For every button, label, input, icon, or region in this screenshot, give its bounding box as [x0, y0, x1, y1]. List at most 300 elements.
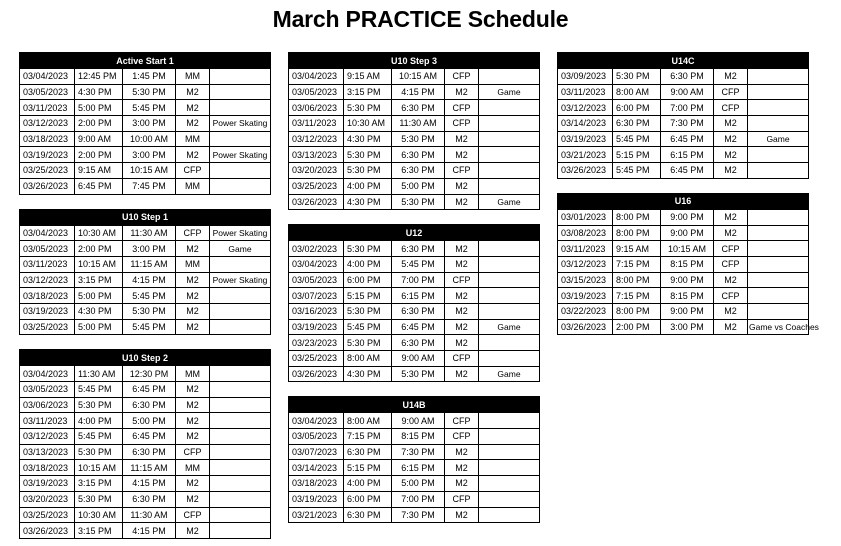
end-time-cell: 5:45 PM [123, 288, 176, 304]
note-cell: Game [479, 366, 540, 382]
schedule-table [19, 349, 271, 539]
start-time-cell: 5:00 PM [75, 288, 123, 304]
note-cell [479, 429, 540, 445]
date-cell: 03/11/2023 [20, 256, 75, 272]
table-spacer [19, 195, 271, 209]
start-time-cell: 2:00 PM [613, 319, 661, 335]
location-cell: M2 [714, 225, 748, 241]
note-cell [479, 100, 540, 116]
date-cell: 03/04/2023 [289, 413, 344, 429]
date-cell: 03/19/2023 [558, 288, 613, 304]
table-row [558, 163, 809, 179]
end-time-cell: 3:00 PM [123, 241, 176, 257]
table-row [558, 209, 809, 225]
table-spacer [557, 179, 809, 193]
date-cell: 03/16/2023 [289, 303, 344, 319]
date-cell: 03/04/2023 [289, 256, 344, 272]
location-cell: M2 [445, 460, 479, 476]
date-cell: 03/15/2023 [558, 272, 613, 288]
date-cell: 03/18/2023 [20, 131, 75, 147]
note-cell [479, 256, 540, 272]
end-time-cell: 12:30 PM [123, 366, 176, 382]
end-time-cell: 6:30 PM [392, 100, 445, 116]
note-cell [479, 272, 540, 288]
table-row [20, 382, 271, 398]
end-time-cell: 6:15 PM [661, 147, 714, 163]
start-time-cell: 10:15 AM [75, 256, 123, 272]
table-row [20, 147, 271, 163]
table-row [558, 319, 809, 335]
note-cell [479, 69, 540, 85]
end-time-cell: 6:45 PM [123, 382, 176, 398]
end-time-cell: 11:15 AM [123, 256, 176, 272]
location-cell: M2 [176, 476, 210, 492]
note-cell [210, 444, 271, 460]
end-time-cell: 9:00 AM [661, 84, 714, 100]
start-time-cell: 5:45 PM [613, 131, 661, 147]
start-time-cell: 3:15 PM [75, 523, 123, 539]
end-time-cell: 5:00 PM [123, 413, 176, 429]
table-row [289, 319, 540, 335]
team-header: U10 Step 2 [20, 350, 271, 366]
table-row [289, 351, 540, 367]
date-cell: 03/26/2023 [558, 319, 613, 335]
note-cell [748, 84, 809, 100]
schedule-table [288, 224, 540, 382]
location-cell: MM [176, 178, 210, 194]
note-cell [210, 460, 271, 476]
end-time-cell: 6:30 PM [661, 69, 714, 85]
table-row [558, 241, 809, 257]
table-row [20, 225, 271, 241]
note-cell [479, 131, 540, 147]
note-cell: Power Skating [210, 147, 271, 163]
location-cell: M2 [714, 163, 748, 179]
date-cell: 03/11/2023 [558, 241, 613, 257]
table-row [20, 444, 271, 460]
date-cell: 03/20/2023 [289, 163, 344, 179]
location-cell: M2 [176, 319, 210, 335]
end-time-cell: 3:00 PM [661, 319, 714, 335]
date-cell: 03/09/2023 [558, 69, 613, 85]
end-time-cell: 9:00 AM [392, 413, 445, 429]
note-cell [479, 163, 540, 179]
table-row [20, 100, 271, 116]
table-row [289, 147, 540, 163]
date-cell: 03/19/2023 [558, 131, 613, 147]
location-cell: M2 [714, 147, 748, 163]
start-time-cell: 8:00 PM [613, 225, 661, 241]
end-time-cell: 9:00 PM [661, 303, 714, 319]
table-row [289, 272, 540, 288]
date-cell: 03/26/2023 [289, 366, 344, 382]
note-cell [210, 476, 271, 492]
start-time-cell: 8:00 PM [613, 209, 661, 225]
table-row [20, 429, 271, 445]
start-time-cell: 5:15 PM [344, 288, 392, 304]
note-cell [210, 303, 271, 319]
note-cell [479, 460, 540, 476]
table-row [558, 131, 809, 147]
note-cell [479, 476, 540, 492]
table-row [558, 100, 809, 116]
date-cell: 03/21/2023 [558, 147, 613, 163]
schedule-table [19, 52, 271, 195]
note-cell [210, 256, 271, 272]
table-row [289, 288, 540, 304]
date-cell: 03/23/2023 [289, 335, 344, 351]
schedule-column-3 [557, 52, 819, 335]
table-spacer [19, 335, 271, 349]
location-cell: CFP [445, 413, 479, 429]
date-cell: 03/18/2023 [20, 460, 75, 476]
note-cell: Game [479, 319, 540, 335]
table-row [289, 476, 540, 492]
date-cell: 03/11/2023 [289, 116, 344, 132]
date-cell: 03/05/2023 [289, 429, 344, 445]
date-cell: 03/21/2023 [289, 507, 344, 523]
start-time-cell: 5:45 PM [75, 382, 123, 398]
start-time-cell: 5:30 PM [344, 335, 392, 351]
note-cell [479, 491, 540, 507]
location-cell: CFP [445, 491, 479, 507]
schedule-table [288, 52, 540, 210]
end-time-cell: 6:30 PM [392, 163, 445, 179]
page-title: March PRACTICE Schedule [272, 6, 569, 32]
start-time-cell: 9:15 AM [75, 163, 123, 179]
start-time-cell: 5:30 PM [75, 491, 123, 507]
note-cell [210, 131, 271, 147]
date-cell: 03/06/2023 [20, 397, 75, 413]
date-cell: 03/12/2023 [558, 256, 613, 272]
note-cell: Game [210, 241, 271, 257]
location-cell: M2 [714, 131, 748, 147]
table-row [289, 507, 540, 523]
start-time-cell: 5:15 PM [344, 460, 392, 476]
note-cell [479, 178, 540, 194]
team-header: U16 [558, 193, 809, 209]
table-row [20, 319, 271, 335]
note-cell [748, 69, 809, 85]
note-cell [210, 100, 271, 116]
location-cell: CFP [176, 444, 210, 460]
start-time-cell: 12:45 PM [75, 69, 123, 85]
location-cell: CFP [714, 288, 748, 304]
end-time-cell: 11:15 AM [123, 460, 176, 476]
end-time-cell: 5:45 PM [123, 100, 176, 116]
note-cell [210, 382, 271, 398]
end-time-cell: 8:15 PM [661, 256, 714, 272]
note-cell [479, 413, 540, 429]
date-cell: 03/04/2023 [20, 366, 75, 382]
location-cell: M2 [445, 147, 479, 163]
start-time-cell: 5:45 PM [344, 319, 392, 335]
location-cell: M2 [176, 241, 210, 257]
end-time-cell: 9:00 AM [392, 351, 445, 367]
location-cell: M2 [176, 147, 210, 163]
location-cell: M2 [445, 178, 479, 194]
date-cell: 03/13/2023 [289, 147, 344, 163]
table-row [20, 460, 271, 476]
end-time-cell: 6:15 PM [392, 460, 445, 476]
location-cell: M2 [445, 335, 479, 351]
date-cell: 03/22/2023 [558, 303, 613, 319]
table-row [289, 413, 540, 429]
table-row [289, 194, 540, 210]
end-time-cell: 7:00 PM [392, 491, 445, 507]
start-time-cell: 6:00 PM [344, 272, 392, 288]
table-row [558, 225, 809, 241]
note-cell [748, 209, 809, 225]
location-cell: CFP [445, 272, 479, 288]
location-cell: M2 [445, 303, 479, 319]
end-time-cell: 3:00 PM [123, 147, 176, 163]
end-time-cell: 7:30 PM [661, 116, 714, 132]
start-time-cell: 2:00 PM [75, 116, 123, 132]
date-cell: 03/08/2023 [558, 225, 613, 241]
table-row [20, 163, 271, 179]
note-cell: Game [479, 84, 540, 100]
location-cell: MM [176, 256, 210, 272]
end-time-cell: 4:15 PM [392, 84, 445, 100]
note-cell [210, 491, 271, 507]
end-time-cell: 6:30 PM [392, 335, 445, 351]
location-cell: M2 [445, 444, 479, 460]
date-cell: 03/14/2023 [558, 116, 613, 132]
end-time-cell: 8:15 PM [392, 429, 445, 445]
table-row [289, 366, 540, 382]
table-row [558, 303, 809, 319]
end-time-cell: 4:15 PM [123, 272, 176, 288]
start-time-cell: 3:15 PM [344, 84, 392, 100]
note-cell [210, 507, 271, 523]
schedule-table [288, 396, 540, 523]
start-time-cell: 5:30 PM [344, 241, 392, 257]
table-row [20, 303, 271, 319]
location-cell: CFP [445, 351, 479, 367]
start-time-cell: 9:15 AM [344, 69, 392, 85]
start-time-cell: 5:45 PM [75, 429, 123, 445]
date-cell: 03/25/2023 [20, 507, 75, 523]
date-cell: 03/01/2023 [558, 209, 613, 225]
end-time-cell: 11:30 AM [392, 116, 445, 132]
location-cell: M2 [176, 303, 210, 319]
end-time-cell: 6:30 PM [392, 303, 445, 319]
table-row [20, 476, 271, 492]
date-cell: 03/11/2023 [558, 84, 613, 100]
start-time-cell: 5:30 PM [344, 163, 392, 179]
note-cell: Game vs Coaches [748, 319, 809, 335]
start-time-cell: 6:00 PM [613, 100, 661, 116]
end-time-cell: 9:00 PM [661, 225, 714, 241]
location-cell: MM [176, 460, 210, 476]
date-cell: 03/06/2023 [289, 100, 344, 116]
end-time-cell: 5:30 PM [392, 366, 445, 382]
note-cell [479, 116, 540, 132]
start-time-cell: 5:30 PM [75, 444, 123, 460]
end-time-cell: 10:00 AM [123, 131, 176, 147]
location-cell: M2 [714, 272, 748, 288]
location-cell: CFP [445, 100, 479, 116]
end-time-cell: 6:30 PM [123, 397, 176, 413]
start-time-cell: 8:00 AM [613, 84, 661, 100]
start-time-cell: 8:00 PM [613, 303, 661, 319]
start-time-cell: 8:00 AM [344, 351, 392, 367]
date-cell: 03/04/2023 [20, 225, 75, 241]
date-cell: 03/12/2023 [558, 100, 613, 116]
note-cell [479, 288, 540, 304]
location-cell: CFP [445, 429, 479, 445]
table-row [289, 84, 540, 100]
end-time-cell: 5:30 PM [123, 84, 176, 100]
team-header: Active Start 1 [20, 53, 271, 69]
note-cell [210, 163, 271, 179]
start-time-cell: 4:30 PM [344, 366, 392, 382]
start-time-cell: 6:30 PM [344, 444, 392, 460]
location-cell: MM [176, 131, 210, 147]
table-row [558, 256, 809, 272]
location-cell: CFP [445, 163, 479, 179]
schedule-table [19, 209, 271, 336]
note-cell [210, 69, 271, 85]
team-header: U14B [289, 397, 540, 413]
note-cell [479, 444, 540, 460]
table-row [20, 241, 271, 257]
table-row [20, 288, 271, 304]
start-time-cell: 11:30 AM [75, 366, 123, 382]
end-time-cell: 10:15 AM [123, 163, 176, 179]
end-time-cell: 11:30 AM [123, 225, 176, 241]
start-time-cell: 2:00 PM [75, 147, 123, 163]
table-row [289, 241, 540, 257]
table-row [289, 69, 540, 85]
note-cell [210, 429, 271, 445]
end-time-cell: 6:30 PM [123, 491, 176, 507]
location-cell: CFP [714, 256, 748, 272]
note-cell: Power Skating [210, 116, 271, 132]
location-cell: M2 [445, 241, 479, 257]
date-cell: 03/26/2023 [20, 523, 75, 539]
note-cell: Game [748, 131, 809, 147]
schedule-table [557, 52, 809, 179]
end-time-cell: 4:15 PM [123, 476, 176, 492]
location-cell: M2 [176, 397, 210, 413]
date-cell: 03/04/2023 [289, 69, 344, 85]
end-time-cell: 10:15 AM [392, 69, 445, 85]
location-cell: MM [176, 69, 210, 85]
end-time-cell: 5:30 PM [392, 194, 445, 210]
end-time-cell: 9:00 PM [661, 209, 714, 225]
location-cell: M2 [445, 84, 479, 100]
table-row [558, 272, 809, 288]
location-cell: MM [176, 366, 210, 382]
table-row [20, 491, 271, 507]
table-row [289, 100, 540, 116]
start-time-cell: 5:30 PM [75, 397, 123, 413]
start-time-cell: 8:00 PM [613, 272, 661, 288]
location-cell: CFP [176, 507, 210, 523]
location-cell: M2 [176, 288, 210, 304]
team-header: U14C [558, 53, 809, 69]
location-cell: M2 [176, 84, 210, 100]
location-cell: M2 [176, 491, 210, 507]
start-time-cell: 4:30 PM [75, 84, 123, 100]
note-cell [479, 241, 540, 257]
end-time-cell: 6:30 PM [123, 444, 176, 460]
date-cell: 03/26/2023 [20, 178, 75, 194]
start-time-cell: 4:30 PM [75, 303, 123, 319]
start-time-cell: 5:15 PM [613, 147, 661, 163]
date-cell: 03/04/2023 [20, 69, 75, 85]
end-time-cell: 5:00 PM [392, 476, 445, 492]
location-cell: M2 [176, 116, 210, 132]
date-cell: 03/12/2023 [20, 429, 75, 445]
end-time-cell: 6:45 PM [661, 163, 714, 179]
schedule-column-1 [19, 52, 271, 539]
date-cell: 03/11/2023 [20, 100, 75, 116]
start-time-cell: 7:15 PM [344, 429, 392, 445]
location-cell: M2 [176, 413, 210, 429]
start-time-cell: 4:00 PM [75, 413, 123, 429]
note-cell [748, 116, 809, 132]
note-cell [479, 507, 540, 523]
note-cell: Power Skating [210, 225, 271, 241]
start-time-cell: 9:15 AM [613, 241, 661, 257]
end-time-cell: 6:45 PM [123, 429, 176, 445]
date-cell: 03/25/2023 [20, 163, 75, 179]
note-cell: Power Skating [210, 272, 271, 288]
end-time-cell: 7:30 PM [392, 507, 445, 523]
table-row [20, 272, 271, 288]
table-row [20, 397, 271, 413]
date-cell: 03/19/2023 [20, 303, 75, 319]
start-time-cell: 5:30 PM [344, 147, 392, 163]
location-cell: M2 [176, 382, 210, 398]
note-cell [210, 319, 271, 335]
note-cell [748, 288, 809, 304]
location-cell: CFP [445, 116, 479, 132]
table-row [289, 429, 540, 445]
location-cell: M2 [445, 194, 479, 210]
schedule-table [557, 193, 819, 336]
table-row [289, 178, 540, 194]
end-time-cell: 5:00 PM [392, 178, 445, 194]
note-cell [748, 100, 809, 116]
start-time-cell: 5:30 PM [613, 69, 661, 85]
start-time-cell: 6:30 PM [344, 507, 392, 523]
start-time-cell: 4:30 PM [344, 131, 392, 147]
note-cell [748, 163, 809, 179]
location-cell: M2 [714, 319, 748, 335]
table-row [20, 507, 271, 523]
start-time-cell: 10:30 AM [75, 225, 123, 241]
end-time-cell: 1:45 PM [123, 69, 176, 85]
table-row [20, 178, 271, 194]
location-cell: CFP [176, 225, 210, 241]
start-time-cell: 6:00 PM [344, 491, 392, 507]
start-time-cell: 10:30 AM [75, 507, 123, 523]
table-row [558, 84, 809, 100]
table-spacer [288, 210, 540, 224]
end-time-cell: 6:30 PM [392, 147, 445, 163]
table-row [289, 444, 540, 460]
note-cell [210, 288, 271, 304]
start-time-cell: 10:15 AM [75, 460, 123, 476]
location-cell: M2 [714, 116, 748, 132]
date-cell: 03/25/2023 [289, 178, 344, 194]
start-time-cell: 5:30 PM [344, 100, 392, 116]
location-cell: M2 [445, 131, 479, 147]
